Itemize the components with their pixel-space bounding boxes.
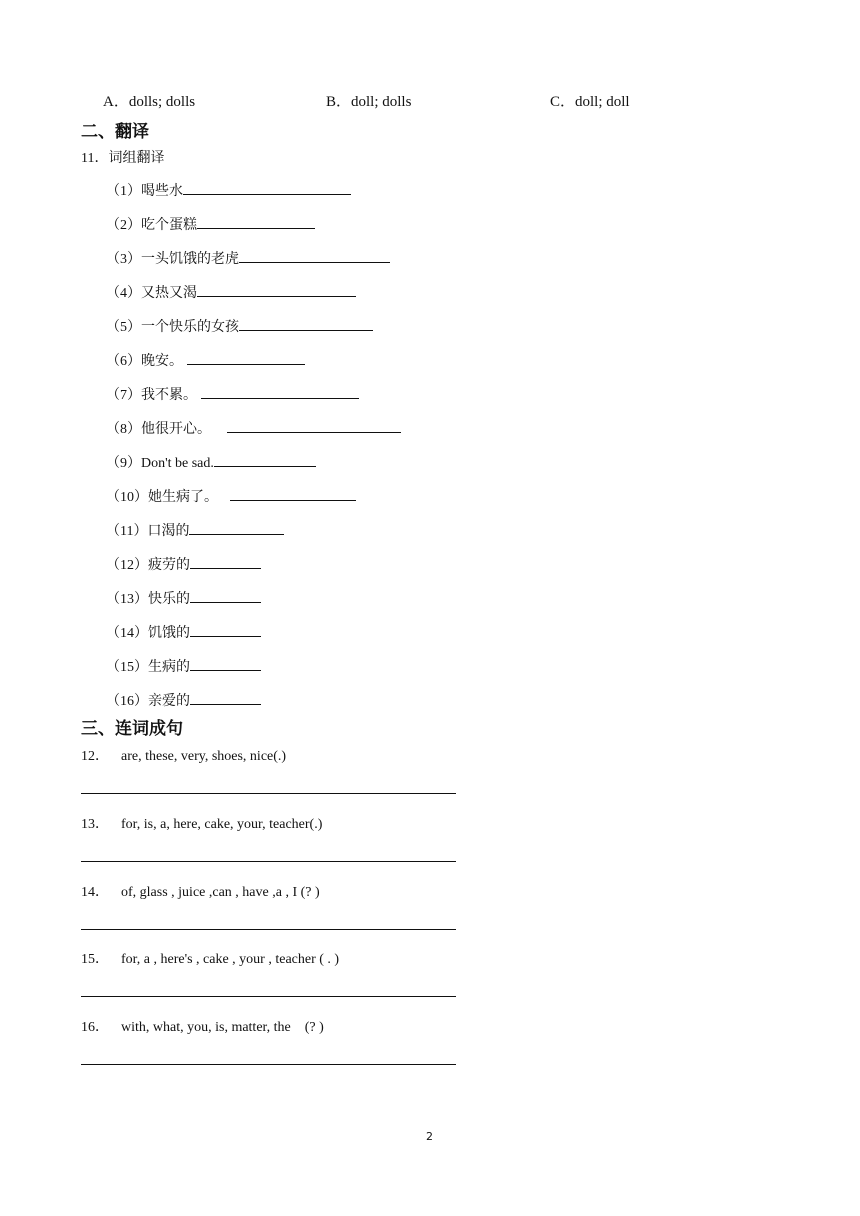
answer-blank[interactable]	[190, 588, 261, 603]
answer-blank[interactable]	[230, 486, 356, 501]
question-text: of, glass , juice ,can , have ,a , I (? )	[121, 885, 320, 900]
item-9	[106, 452, 316, 472]
answer-blank[interactable]	[190, 622, 261, 637]
item-13	[106, 588, 261, 608]
item-1	[106, 180, 351, 200]
question-text: are, these, very, shoes, nice(.)	[121, 749, 287, 764]
answer-blank[interactable]	[201, 384, 359, 399]
item-label: （12）疲劳的	[106, 558, 190, 573]
item-label: （16）亲爱的	[106, 694, 190, 709]
question-13	[81, 813, 322, 833]
question-number: 15．	[81, 952, 109, 967]
item-label: （15）生病的	[106, 660, 190, 675]
answer-blank[interactable]	[197, 214, 315, 229]
item-label: （6）晚安。	[106, 354, 183, 369]
option-c: C．doll; doll	[550, 94, 630, 110]
question-text: with, what, you, is, matter, the (? )	[121, 1020, 324, 1035]
item-label: （1）喝些水	[106, 184, 183, 199]
question-16	[81, 1016, 324, 1036]
item-15	[106, 656, 261, 676]
item-2	[106, 214, 315, 234]
item-11	[106, 520, 284, 540]
question-15	[81, 948, 339, 968]
question-number: 12．	[81, 749, 109, 764]
question-12	[81, 745, 286, 765]
item-label: （5）一个快乐的女孩	[106, 320, 239, 335]
answer-line[interactable]	[81, 929, 456, 930]
answer-line[interactable]	[81, 996, 456, 997]
answer-line[interactable]	[81, 793, 456, 794]
item-10	[106, 486, 356, 506]
question-text: for, a , here's , cake , your , teacher ( . )	[121, 952, 340, 967]
answer-line[interactable]	[81, 861, 456, 862]
item-8	[106, 418, 401, 438]
answer-blank[interactable]	[190, 656, 261, 671]
option-b: B．doll; dolls	[326, 94, 412, 110]
item-label: （8）他很开心。	[106, 422, 211, 437]
answer-blank[interactable]	[227, 418, 401, 433]
option-a: A．dolls; dolls	[103, 94, 196, 110]
item-16	[106, 690, 261, 710]
answer-blank[interactable]	[197, 282, 356, 297]
item-12	[106, 554, 261, 574]
item-5	[106, 316, 373, 336]
answer-blank[interactable]	[183, 180, 351, 195]
question-text: for, is, a, here, cake, your, teacher(.)	[121, 817, 323, 832]
section-heading-translation: 二、翻译	[81, 122, 149, 142]
answer-blank[interactable]	[214, 452, 316, 467]
item-label: （13）快乐的	[106, 592, 190, 607]
question-number: 16．	[81, 1020, 109, 1035]
item-label: （7）我不累。	[106, 388, 197, 403]
item-label: （9）Don't be sad.	[106, 456, 214, 471]
page-number: 2	[426, 1130, 433, 1143]
question-number: 13．	[81, 817, 109, 832]
question-11-title: 11．词组翻译	[81, 151, 165, 166]
answer-blank[interactable]	[239, 248, 390, 263]
answer-blank[interactable]	[239, 316, 373, 331]
item-7	[106, 384, 359, 404]
item-label: （2）吃个蛋糕	[106, 218, 197, 233]
item-label: （4）又热又渴	[106, 286, 197, 301]
item-3	[106, 248, 390, 268]
answer-blank[interactable]	[190, 690, 261, 705]
item-6	[106, 350, 305, 370]
item-label: （11）口渴的	[106, 524, 190, 539]
question-14	[81, 881, 320, 901]
question-number: 14．	[81, 885, 109, 900]
answer-line[interactable]	[81, 1064, 456, 1065]
item-14	[106, 622, 261, 642]
answer-blank[interactable]	[187, 350, 305, 365]
item-label: （10）她生病了。	[106, 490, 218, 505]
answer-blank[interactable]	[189, 520, 284, 535]
item-4	[106, 282, 356, 302]
item-label: （14）饥饿的	[106, 626, 190, 641]
answer-blank[interactable]	[190, 554, 261, 569]
item-label: （3）一头饥饿的老虎	[106, 252, 239, 267]
section-heading-sentence-building: 三、连词成句	[81, 719, 183, 739]
